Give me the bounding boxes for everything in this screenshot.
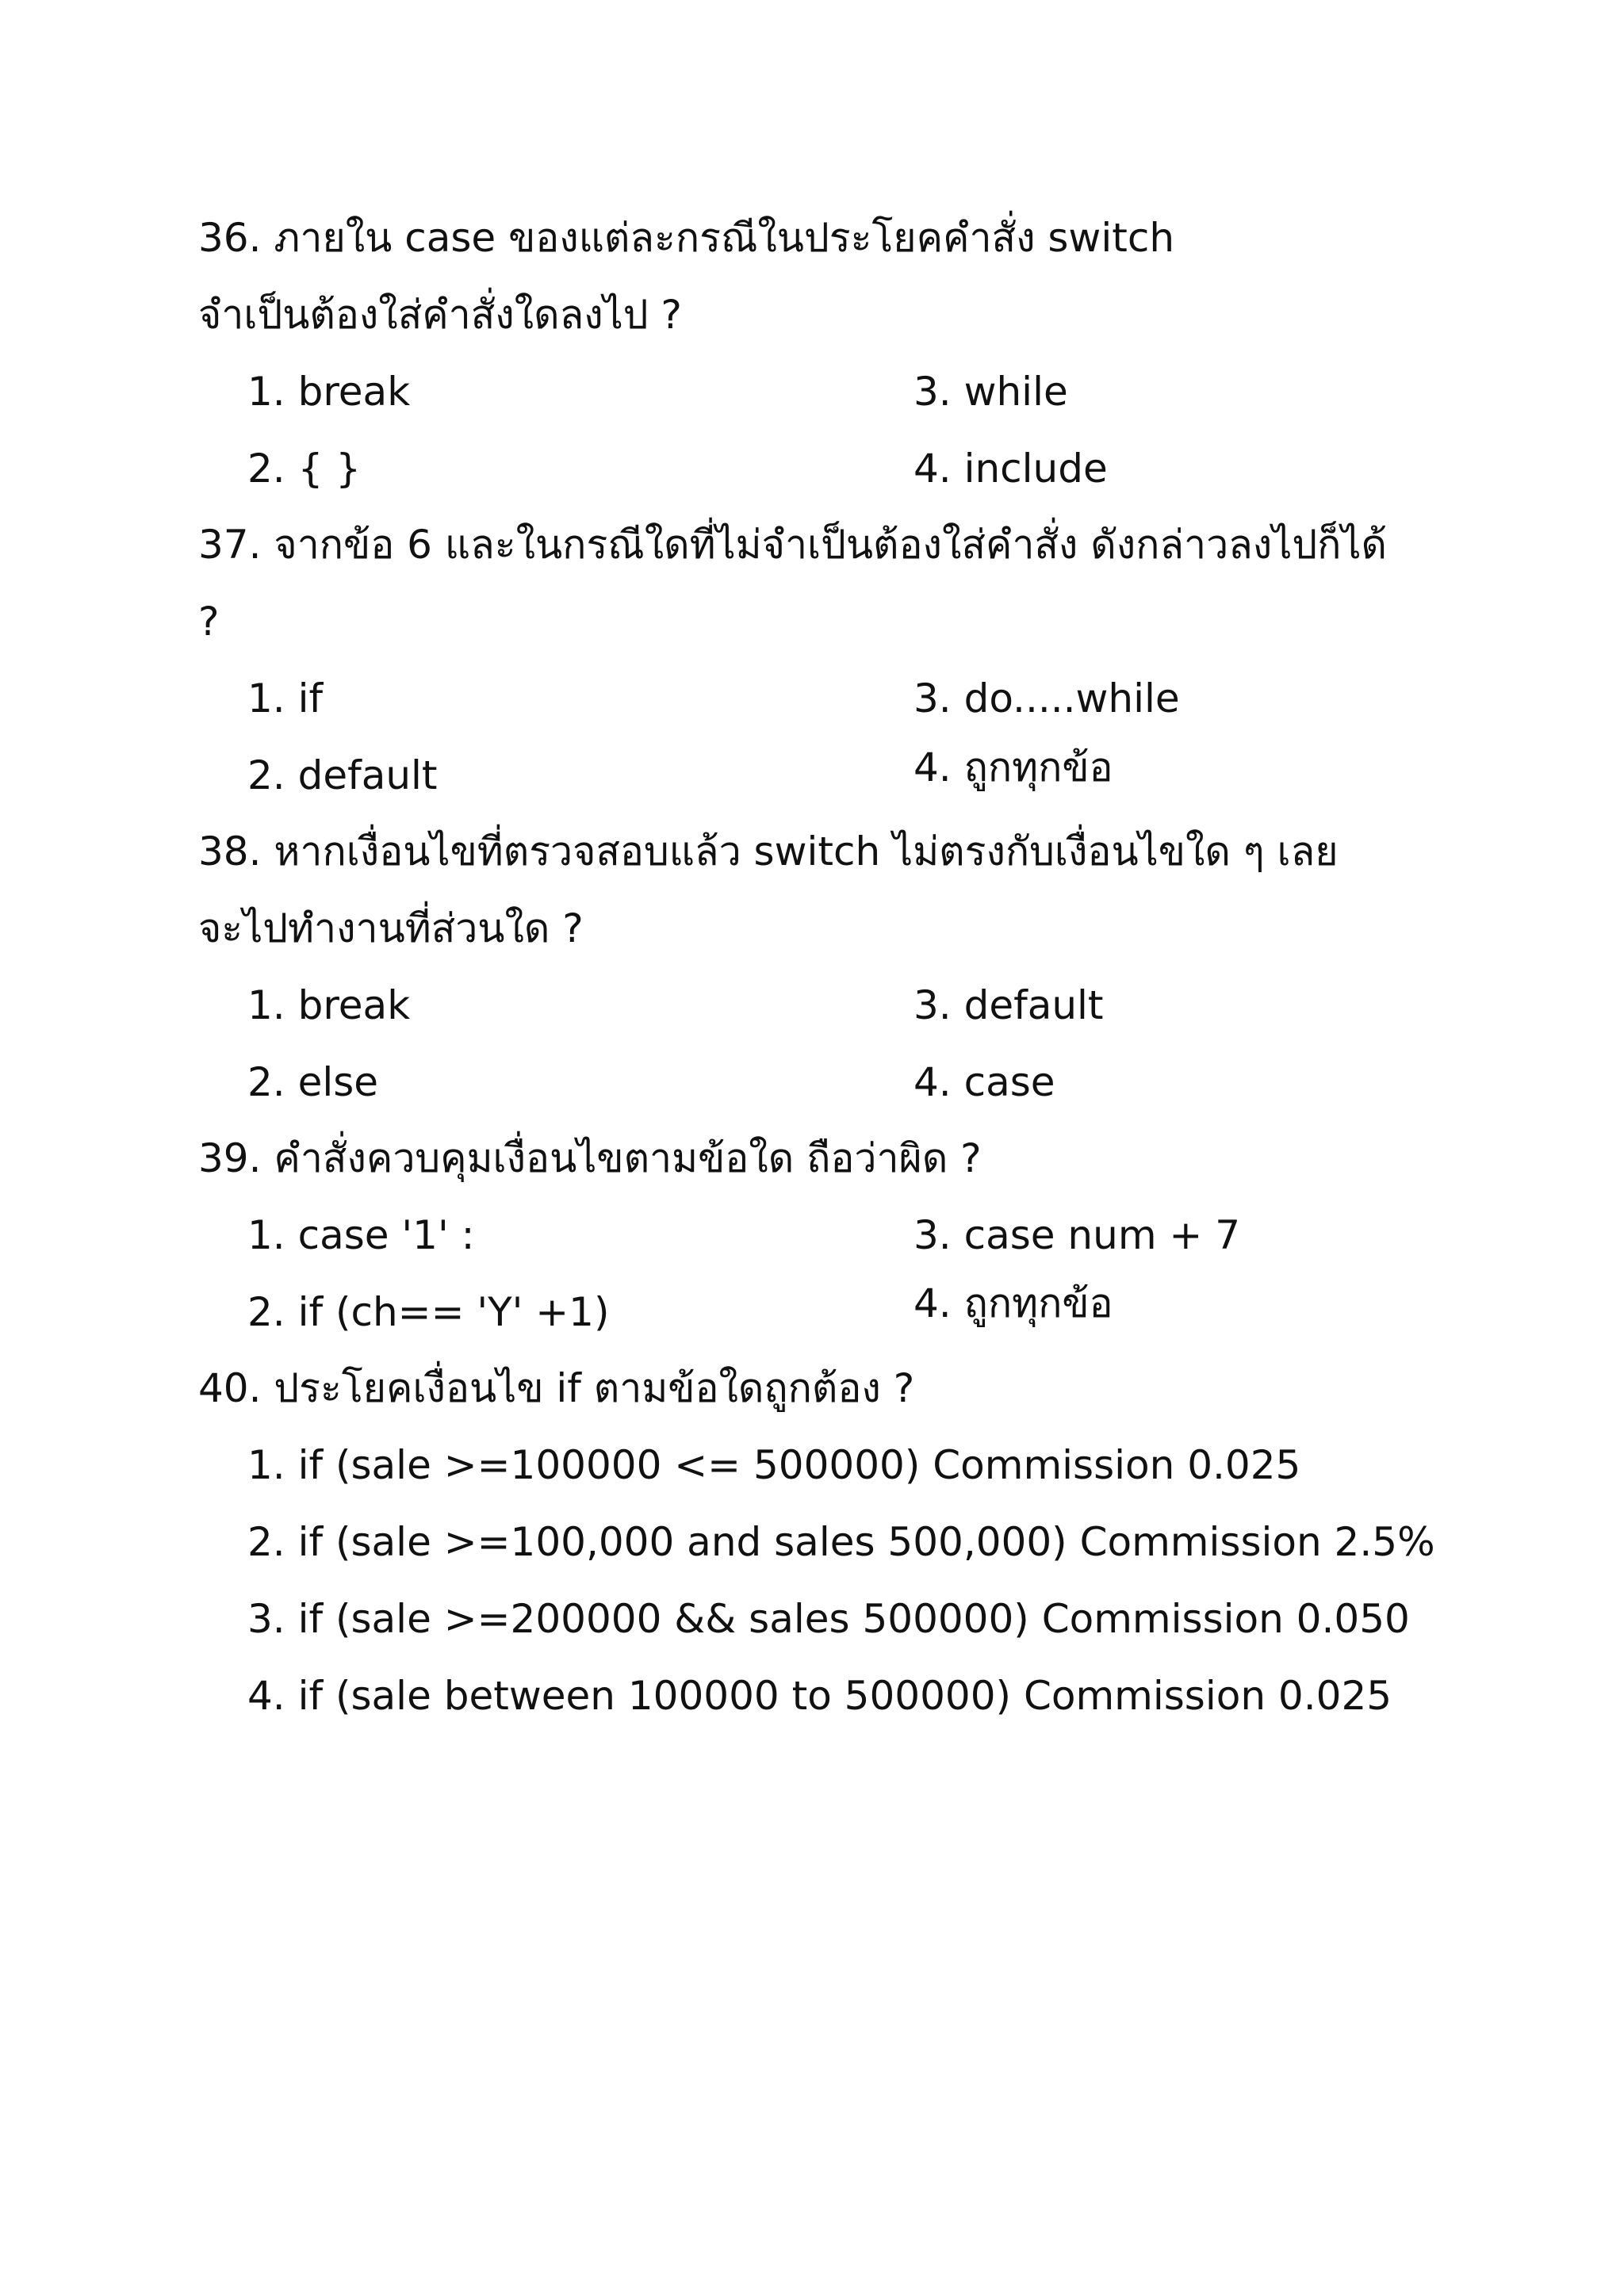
question-40-option-1: 1. if (sale >=100000 <= 500000) Commission 0.025 — [247, 1442, 1301, 1488]
question-38-option-1: 1. break — [247, 982, 411, 1028]
question-36-option-2: 2. { } — [247, 446, 362, 492]
question-39-option-2: 2. if (ch== 'Y' +1) — [247, 1289, 610, 1335]
question-37-line-1: 37. จากข้อ 6 และในกรณีใดที่ไม่จำเป็นต้องใส่คำสั่ง ดังกล่าวลงไปก็ได้ — [198, 522, 1387, 568]
question-36-option-3: 3. while — [914, 369, 1068, 415]
question-37-option-3: 3. do.....while — [914, 675, 1180, 721]
question-38-option-3: 3. default — [914, 982, 1104, 1028]
question-37-option-1: 1. if — [247, 675, 324, 721]
question-38-line-2: จะไปทำงานที่ส่วนใด ? — [198, 905, 584, 951]
question-36-line-2: จำเป็นต้องใส่คำสั่งใดลงไป ? — [198, 292, 682, 338]
question-36-line-1: 36. ภายใน case ของแต่ละกรณีในประโยคคำสั่ง switch — [198, 215, 1175, 261]
question-39-option-1: 1. case '1' : — [247, 1212, 475, 1258]
question-38-line-1: 38. หากเงื่อนไขที่ตรวจสอบแล้ว switch ไม่ตรงกับเงื่อนไขใด ๆ เลย — [198, 828, 1339, 874]
question-36-option-1: 1. break — [247, 369, 411, 415]
question-39-option-3: 3. case num + 7 — [914, 1212, 1241, 1258]
question-40-option-2: 2. if (sale >=100,000 and sales 500,000) Commission 2.5% — [247, 1519, 1435, 1565]
question-40-option-4: 4. if (sale between 100000 to 500000) Commission 0.025 — [247, 1673, 1392, 1719]
question-40-option-3: 3. if (sale >=200000 && sales 500000) Commission 0.050 — [247, 1596, 1410, 1642]
question-40-line-1: 40. ประโยคเงื่อนไข if ตามข้อใดถูกต้อง ? — [198, 1365, 915, 1411]
question-39-option-4: 4. ถูกทุกข้อ — [914, 1280, 1113, 1326]
question-37-line-2: ? — [198, 599, 220, 645]
question-38-option-2: 2. else — [247, 1059, 379, 1105]
question-39-line-1: 39. คำสั่งควบคุมเงื่อนไขตามข้อใด ถือว่าผิด ? — [198, 1135, 982, 1181]
question-38-option-4: 4. case — [914, 1059, 1055, 1105]
question-37-option-4: 4. ถูกทุกข้อ — [914, 744, 1113, 790]
question-36-option-4: 4. include — [914, 446, 1108, 492]
question-37-option-2: 2. default — [247, 752, 438, 798]
